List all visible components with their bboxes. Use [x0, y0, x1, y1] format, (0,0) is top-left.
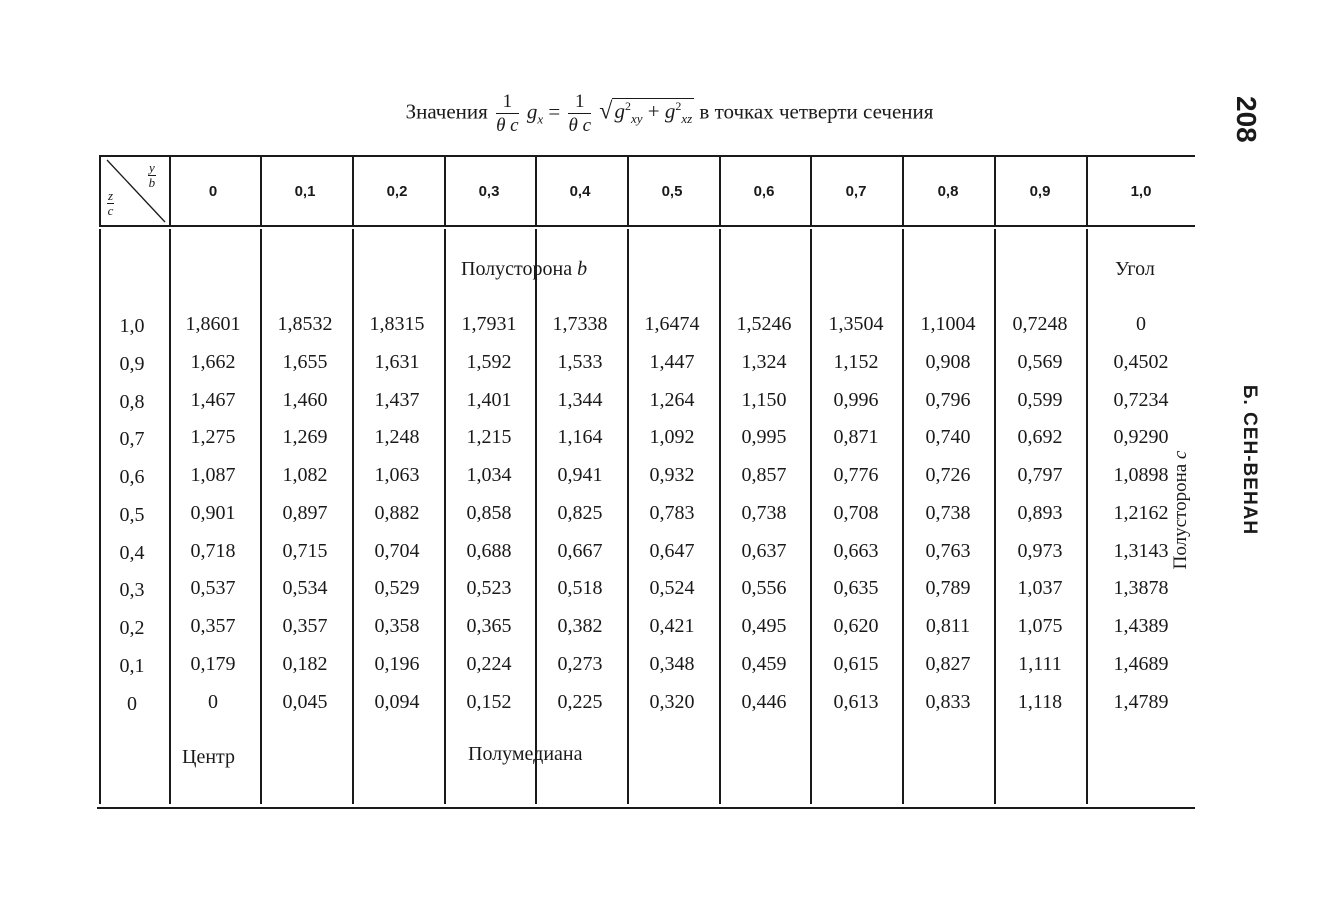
table-cell: 0,225: [557, 691, 603, 713]
header-column-rule: [994, 157, 996, 225]
table-cell: 0: [208, 691, 218, 713]
title-fraction-2-den: θ c: [568, 115, 592, 136]
table-cell: 1,152: [833, 351, 879, 373]
column-header: 0,5: [661, 183, 683, 200]
table-cell: 1,269: [282, 426, 328, 448]
table-cell: 0,382: [557, 615, 603, 637]
zone-half-side-c: [1169, 385, 1193, 635]
table-cell: 1,034: [466, 464, 512, 486]
table-cell: 0,688: [466, 540, 512, 562]
table-cell: 0,738: [741, 502, 787, 524]
table-cell: 0,858: [466, 502, 512, 524]
table-cell: 0,556: [741, 577, 787, 599]
table-cell: 0,893: [1017, 502, 1063, 524]
table-title: [0, 91, 1339, 143]
table-cell: 1,5246: [736, 313, 792, 335]
table-cell: 1,150: [741, 389, 787, 411]
table-cell: 0,715: [282, 540, 328, 562]
row-label: 0,9: [119, 353, 145, 375]
table-cell: 1,7931: [461, 313, 517, 335]
column-header: 0,1: [294, 183, 316, 200]
table-cell: 0,833: [925, 691, 971, 713]
table-cell: 1,3143: [1113, 540, 1169, 562]
table-cell: 0,857: [741, 464, 787, 486]
title-g: g: [526, 99, 538, 124]
table-cell: 1,1004: [920, 313, 976, 335]
table-cell: 0,941: [557, 464, 603, 486]
title-radical-sign: √: [599, 98, 613, 125]
table-cell: 0,738: [925, 502, 971, 524]
table-cell: 1,533: [557, 351, 603, 373]
title-plus: +: [647, 99, 660, 124]
table-cell: 0,811: [925, 615, 971, 637]
title-g-sub: x: [537, 111, 544, 127]
table-cell: 0,524: [649, 577, 695, 599]
column-header: 0,3: [478, 183, 500, 200]
table-cell: 0,569: [1017, 351, 1063, 373]
table-cell: 1,631: [374, 351, 420, 373]
table-cell: 1,118: [1017, 691, 1063, 713]
table-cell: 1,467: [190, 389, 236, 411]
table-cell: 1,401: [466, 389, 512, 411]
title-fraction-1-den: θ c: [496, 115, 519, 136]
table-cell: 0,613: [833, 691, 879, 713]
table-cell: 0,635: [833, 577, 879, 599]
table-cell: 0,797: [1017, 464, 1063, 486]
table-cell: 1,3878: [1113, 577, 1169, 599]
zone-half-side-b: [461, 258, 587, 281]
row-label: 0,1: [119, 655, 145, 677]
corner-y-over-b: [148, 161, 156, 189]
table-cell: 1,3504: [828, 313, 884, 335]
table-cell: 1,8601: [185, 313, 241, 335]
table-cell: 1,082: [282, 464, 328, 486]
column-header: 0,4: [569, 183, 591, 200]
table-cell: 0,534: [282, 577, 328, 599]
table-cell: 0,365: [466, 615, 512, 637]
zone-corner: Угол: [1115, 258, 1155, 280]
table-cell: 1,662: [190, 351, 236, 373]
table-cell: 0,704: [374, 540, 420, 562]
table-cell: 1,6474: [644, 313, 700, 335]
table-cell: 0,718: [190, 540, 236, 562]
title-root-a: g: [614, 99, 625, 124]
table-cell: 0,320: [649, 691, 695, 713]
table-cell: 0,7234: [1113, 389, 1169, 411]
header-column-rule: [260, 157, 262, 225]
title-fraction-1-num: 1: [496, 92, 519, 114]
table-cell: 0,9290: [1113, 426, 1169, 448]
table-cell: 1,8315: [369, 313, 425, 335]
table-cell: 0,348: [649, 653, 695, 675]
table-cell: 0,357: [190, 615, 236, 637]
table-cell: 1,8532: [277, 313, 333, 335]
column-header: 0,6: [753, 183, 775, 200]
row-label: 0,2: [119, 617, 145, 639]
title-suffix: в точках четверти сечения: [699, 99, 934, 124]
zone-half-side-b-var: b: [577, 258, 588, 280]
header-column-rule: [1086, 157, 1088, 225]
table-cell: 0,529: [374, 577, 420, 599]
table-cell: 0,518: [557, 577, 603, 599]
table-cell: 1,447: [649, 351, 695, 373]
table-cell: 1,4789: [1113, 691, 1169, 713]
table-cell: 0,615: [833, 653, 879, 675]
table-cell: 0,871: [833, 426, 879, 448]
table-cell: 0,908: [925, 351, 971, 373]
header-column-rule: [810, 157, 812, 225]
corner-z-num: z: [108, 188, 114, 203]
table-cell: 0,825: [557, 502, 603, 524]
table-header-rule: [99, 225, 1195, 227]
table-cell: 0,179: [190, 653, 236, 675]
header-column-rule: [99, 157, 101, 225]
row-label: 0,5: [119, 504, 145, 526]
running-head: Б. СЕН-ВЕНАН: [1239, 384, 1260, 536]
table-cell: 0,599: [1017, 389, 1063, 411]
table-cell: 1,2162: [1113, 502, 1169, 524]
row-label: 0,6: [119, 466, 145, 488]
table-cell: 0,776: [833, 464, 879, 486]
table-bottom-rule: [97, 807, 1195, 809]
zone-half-median: Полумедиана: [468, 743, 583, 765]
zone-half-side-c-text: Полусторона: [1170, 463, 1191, 570]
header-column-rule: [902, 157, 904, 225]
table-cell: 0,357: [282, 615, 328, 637]
table-cell: 0,421: [649, 615, 695, 637]
table-cell: 0,523: [466, 577, 512, 599]
corner-z-over-c: [107, 189, 114, 217]
table-cell: 0,358: [374, 615, 420, 637]
table-cell: 1,092: [649, 426, 695, 448]
corner-z-den: c: [107, 203, 114, 218]
table-cell: 0,932: [649, 464, 695, 486]
row-label: 0,8: [119, 391, 145, 413]
page-number: 208: [1231, 96, 1262, 143]
table-cell: 0,763: [925, 540, 971, 562]
table-cell: 0,726: [925, 464, 971, 486]
header-column-rule: [719, 157, 721, 225]
row-label: 0: [127, 693, 137, 715]
column-header: 0,9: [1029, 183, 1051, 200]
table-cell: 0,273: [557, 653, 603, 675]
table-cell: 1,4389: [1113, 615, 1169, 637]
table-cell: 0,224: [466, 653, 512, 675]
header-column-rule: [535, 157, 537, 225]
row-label: 1,0: [119, 315, 145, 337]
title-root-b: g: [664, 99, 676, 124]
table-cell: 1,275: [190, 426, 236, 448]
table-cell: 1,087: [190, 464, 236, 486]
table-cell: 0,667: [557, 540, 603, 562]
zone-half-side-b-text: Полусторона: [461, 258, 573, 280]
column-header: 0,8: [937, 183, 959, 200]
table-cell: 0,647: [649, 540, 695, 562]
row-label: 0,4: [119, 542, 145, 564]
table-cell: 0,740: [925, 426, 971, 448]
table-cell: 1,164: [557, 426, 603, 448]
table-cell: 0,708: [833, 502, 879, 524]
table-cell: 0,827: [925, 653, 971, 675]
table-cell: 0,789: [925, 577, 971, 599]
table-cell: 1,437: [374, 389, 420, 411]
column-header: 1,0: [1130, 183, 1152, 200]
table-cell: 0,897: [282, 502, 328, 524]
table-cell: 0,995: [741, 426, 787, 448]
table-cell: 0,459: [741, 653, 787, 675]
body-column-rule: [1086, 229, 1088, 804]
table-cell: 0,495: [741, 615, 787, 637]
table-cell: 0,094: [374, 691, 420, 713]
table-cell: 1,4689: [1113, 653, 1169, 675]
title-prefix: Значения: [405, 99, 488, 124]
corner-y-num: y: [149, 160, 155, 175]
header-column-rule: [627, 157, 629, 225]
table-cell: 0,196: [374, 653, 420, 675]
header-column-rule: [444, 157, 446, 225]
table-cell: 0,045: [282, 691, 328, 713]
table-cell: 1,063: [374, 464, 420, 486]
title-equals: =: [548, 99, 561, 124]
table-cell: 0,7248: [1012, 313, 1068, 335]
table-top-rule: [99, 155, 1195, 157]
table-cell: 0,796: [925, 389, 971, 411]
table-cell: 1,075: [1017, 615, 1063, 637]
table-cell: 0: [1136, 313, 1146, 335]
column-header: 0,7: [845, 183, 867, 200]
table-cell: 1,655: [282, 351, 328, 373]
title-root-b-sub: xz: [681, 111, 693, 127]
table-cell: 0,901: [190, 502, 236, 524]
title-fraction-1: [496, 92, 519, 135]
column-header: 0: [208, 183, 218, 200]
table-cell: 0,637: [741, 540, 787, 562]
table-cell: 0,152: [466, 691, 512, 713]
title-root-a-sup: 2: [624, 99, 631, 114]
table-cell: 1,324: [741, 351, 787, 373]
table-cell: 0,996: [833, 389, 879, 411]
table-cell: 1,7338: [552, 313, 608, 335]
column-header: 0,2: [386, 183, 408, 200]
title-fraction-2: [568, 92, 591, 135]
title-root-a-sub: xy: [630, 111, 643, 127]
table-cell: 0,692: [1017, 426, 1063, 448]
title-fraction-2-num: 1: [568, 92, 591, 114]
table-cell: 0,446: [741, 691, 787, 713]
title-root-b-sup: 2: [675, 99, 682, 114]
table-cell: 0,973: [1017, 540, 1063, 562]
table-cell: 1,0898: [1113, 464, 1169, 486]
table-cell: 0,4502: [1113, 351, 1169, 373]
header-column-rule: [352, 157, 354, 225]
row-label: 0,7: [119, 428, 145, 450]
table-cell: 1,215: [466, 426, 512, 448]
table-cell: 0,537: [190, 577, 236, 599]
zone-half-side-c-var: c: [1170, 450, 1191, 460]
table-cell: 1,344: [557, 389, 603, 411]
table-cell: 0,882: [374, 502, 420, 524]
table-cell: 1,248: [374, 426, 420, 448]
table-cell: 1,037: [1017, 577, 1063, 599]
row-label: 0,3: [119, 579, 145, 601]
table-cell: 1,111: [1018, 653, 1062, 675]
corner-y-den: b: [148, 175, 156, 190]
table-cell: 0,783: [649, 502, 695, 524]
table-cell: 0,182: [282, 653, 328, 675]
table-cell: 1,592: [466, 351, 512, 373]
table-cell: 1,460: [282, 389, 328, 411]
table-cell: 0,663: [833, 540, 879, 562]
zone-center: Центр: [182, 746, 236, 768]
table-cell: 1,264: [649, 389, 695, 411]
header-column-rule: [169, 157, 171, 225]
title-radicand: [612, 98, 694, 127]
table-cell: 0,620: [833, 615, 879, 637]
